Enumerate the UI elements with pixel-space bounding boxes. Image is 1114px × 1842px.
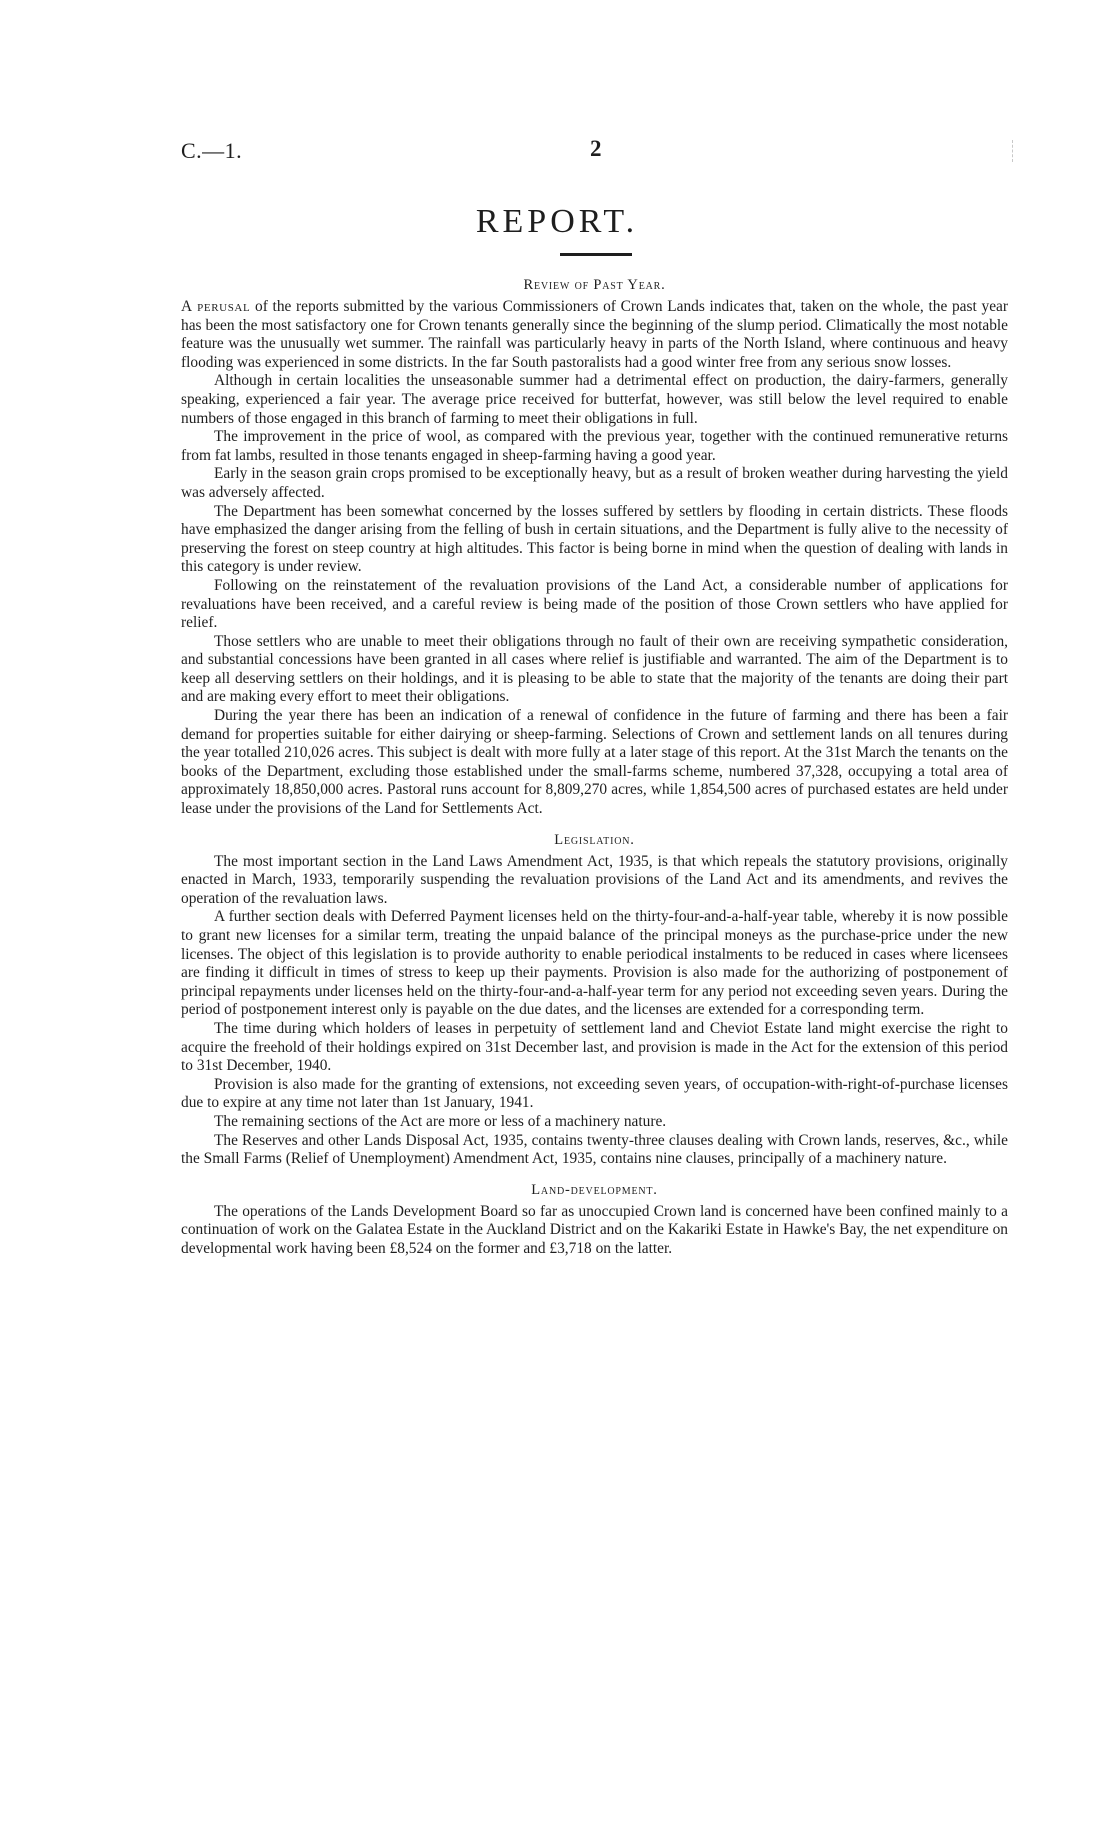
legislation-paragraph-4: Provision is also made for the granting of extensions, not exceeding seven years, of occupation-with-right-of-purchase licenses due to expire at any time not later than 1st January, 1941.	[181, 1075, 1008, 1112]
section-gap	[181, 1169, 1008, 1181]
legislation-paragraph-6: The Reserves and other Lands Disposal Act, 1935, contains twenty-three clauses dealing with Crown lands, reserves, &c., while the Small Farms (Relief of Unemployment) Amendment Act, 1935, contains nine clauses, principally of a machinery nature.	[181, 1131, 1008, 1168]
margin-mark	[1012, 140, 1014, 162]
review-paragraph-1	[181, 298, 1008, 372]
legislation-paragraph-5: The remaining sections of the Act are more or less of a machinery nature.	[214, 1112, 667, 1130]
review-paragraph-6: Following on the reinstatement of the revaluation provisions of the Land Act, a considerable number of applications for revaluations have been received, and a careful review is being made of the position of those Crown settlers who have applied for relief.	[181, 576, 1008, 632]
legislation-paragraph-3: The time during which holders of leases in perpetuity of settlement land and Cheviot Estate land might exercise the right to acquire the freehold of their holdings expired on 31st December last, and provision is made in the Act for the extension of this period to 31st December, 1940.	[181, 1019, 1008, 1075]
review-paragraph-5: The Department has been somewhat concerned by the losses suffered by settlers by flooding in certain districts. These floods have emphasized the danger arising from the felling of bush in certain situations, and the Department is fully alive to the necessity of preserving the forest on steep country at high altitudes. This factor is being borne in mind when the question of dealing with lands in this category is under review.	[181, 502, 1008, 576]
report-title: REPORT.	[475, 203, 639, 240]
section-heading-legislation: Legislation.	[554, 831, 635, 848]
review-paragraph-8: During the year there has been an indication of a renewal of confidence in the future of farming and there has been a fair demand for properties suitable for either dairying or sheep-farming. Selections of Crown and settlement lands on all tenures during the year totalled 210,026 acres. This subject is dealt with more fully at a later stage of this report. At the 31st March the tenants on the books of the Department, excluding those established under the small-farms scheme, numbered 37,328, occupying a total area of approximately 18,850,000 acres. Pastoral runs account for 8,809,270 acres, while 1,854,500 acres of purchased estates are held under lease under the provisions of the Land for Settlements Act.	[181, 707, 1008, 818]
review-paragraph-3: The improvement in the price of wool, as compared with the previous year, together with the continued remunerative returns from fat lambs, resulted in those tenants engaged in sheep-farming having a good year.	[181, 428, 1008, 464]
lead-in: A perusal	[181, 298, 251, 315]
section-gap	[181, 819, 1008, 831]
legislation-paragraph-1: The most important section in the Land Laws Amendment Act, 1935, is that which repeals the statutory provisions, originally enacted in March, 1933, temporarily suspending the revaluation provisions of the Land Act and its amendments, and revives the operation of the revaluation laws.	[181, 852, 1008, 907]
page-number: 2	[590, 136, 602, 161]
legislation-paragraph-2: A further section deals with Deferred Payment licenses held on the thirty-four-and-a-half-year table, whereby it is now possible to grant new licenses for a similar term, treating the unpaid balance of the principal moneys as the purchase-price under the new licenses. The object of this legislation is to provide authority to enable periodical instalments to be reduced in cases where licensees are finding it difficult in times of stress to keep up their payments. Provision is also made for the authorizing of postponement of principal repayments under licenses held on the thirty-four-and-a-half-year term for any period not exceeding seven years. During the period of postponement interest only is payable on the due dates, and the licenses are extended for a corresponding term.	[181, 908, 1008, 1019]
section-heading-land-development: Land-development.	[531, 1181, 658, 1198]
document-reference: C.—1.	[181, 138, 243, 163]
report-body	[181, 276, 1008, 1259]
review-paragraph-7: Those settlers who are unable to meet their obligations through no fault of their own are receiving sympathetic consideration, and substantial concessions have been granted in all cases where relief is justifiable and warranted. The aim of the Department is to keep all deserving settlers on their holdings, and it is pleasing to be able to state that the majority of the tenants are doing their part and are making every effort to meet their obligations.	[181, 632, 1008, 706]
section-heading-review: Review of Past Year.	[523, 277, 666, 293]
review-paragraph-4: Early in the season grain crops promised to be exceptionally heavy, but as a result of broken weather during harvesting the yield was adversely affected.	[181, 465, 1008, 501]
review-paragraph-2: Although in certain localities the unseasonable summer had a detrimental effect on production, the dairy-farmers, generally speaking, experienced a fair year. The average price received for butterfat, however, was still below the level required to enable numbers of those engaged in this branch of farming to meet their obligations in full.	[181, 372, 1008, 427]
title-rule	[560, 253, 632, 256]
review-paragraph-1-text: of the reports submitted by the various Commissioners of Crown Lands indicates that, taken on the whole, the past year has been the most satisfactory one for Crown tenants generally since the beginning of the slump period. Climatically the most notable feature was the unusually wet summer. The rainfall was particularly heavy in parts of the North Island, where continuous and heavy flooding was experienced in some districts. In the far South pastoralists had a good winter free from any serious snow losses.	[181, 298, 1008, 371]
land-development-paragraph-1: The operations of the Lands Development Board so far as unoccupied Crown land is concerned have been confined mainly to a continuation of work on the Galatea Estate in the Auckland District and on the Kakariki Estate in Hawke's Bay, the net expenditure on developmental work having been £8,524 on the former and £3,718 on the latter.	[181, 1202, 1008, 1257]
